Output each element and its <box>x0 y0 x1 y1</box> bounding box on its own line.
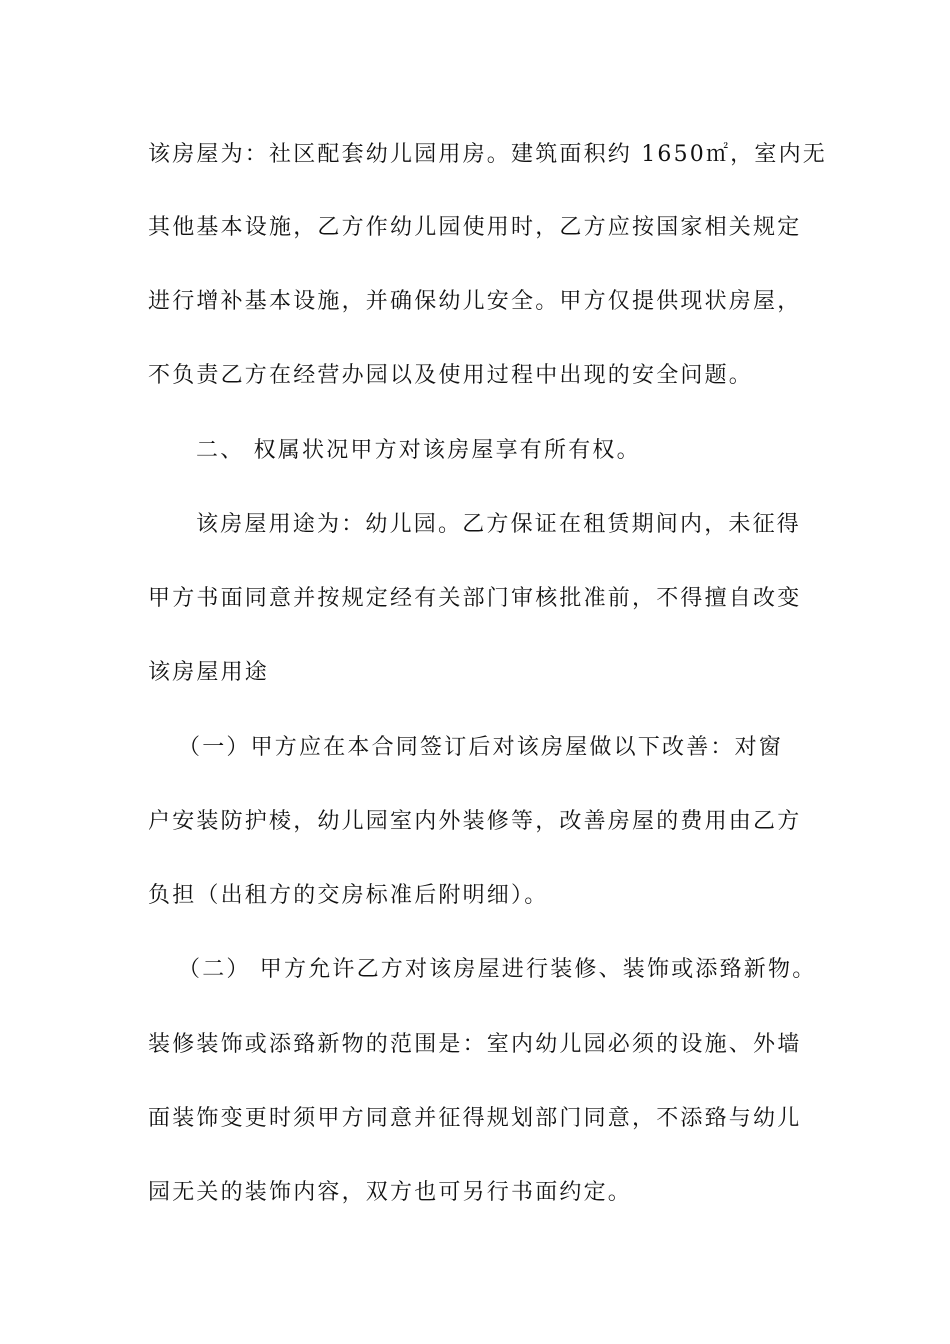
text-line: 户安装防护棱，幼儿园室内外装修等，改善房屋的费用由乙方 <box>148 809 802 834</box>
section-heading: 二、 权属状况甲方对该房屋享有所有权。 <box>196 438 641 463</box>
text-line: 该房屋用途 <box>148 660 270 685</box>
text-line: 负担（出租方的交房标准后附明细）。 <box>148 883 549 908</box>
text-line: 该房屋为：社区配套幼儿园用房。建筑面积约 1650㎡，室内无 <box>148 142 827 167</box>
text-line: 装修装饰或添臵新物的范围是：室内幼儿园必须的设施、外墙 <box>148 1032 802 1057</box>
text-line: 园无关的装饰内容，双方也可另行书面约定。 <box>148 1180 633 1205</box>
text-line: 其他基本设施，乙方作幼儿园使用时，乙方应按国家相关规定 <box>148 215 802 240</box>
text-line: 进行增补基本设施，并确保幼儿安全。甲方仅提供现状房屋， <box>148 289 802 314</box>
text-line: 该房屋用途为：幼儿园。乙方保证在租赁期间内，未征得 <box>196 512 802 537</box>
clause-heading: （二） 甲方允许乙方对该房屋进行装修、装饰或添臵新物。 <box>178 957 817 982</box>
text-line: 面装饰变更时须甲方同意并征得规划部门同意，不添臵与幼儿 <box>148 1106 802 1131</box>
clause-heading: （一）甲方应在本合同签订后对该房屋做以下改善：对窗 <box>178 735 784 760</box>
text-line: 甲方书面同意并按规定经有关部门审核批准前，不得擅自改变 <box>148 586 802 611</box>
text-line: 不负责乙方在经营办园以及使用过程中出现的安全问题。 <box>148 363 754 388</box>
